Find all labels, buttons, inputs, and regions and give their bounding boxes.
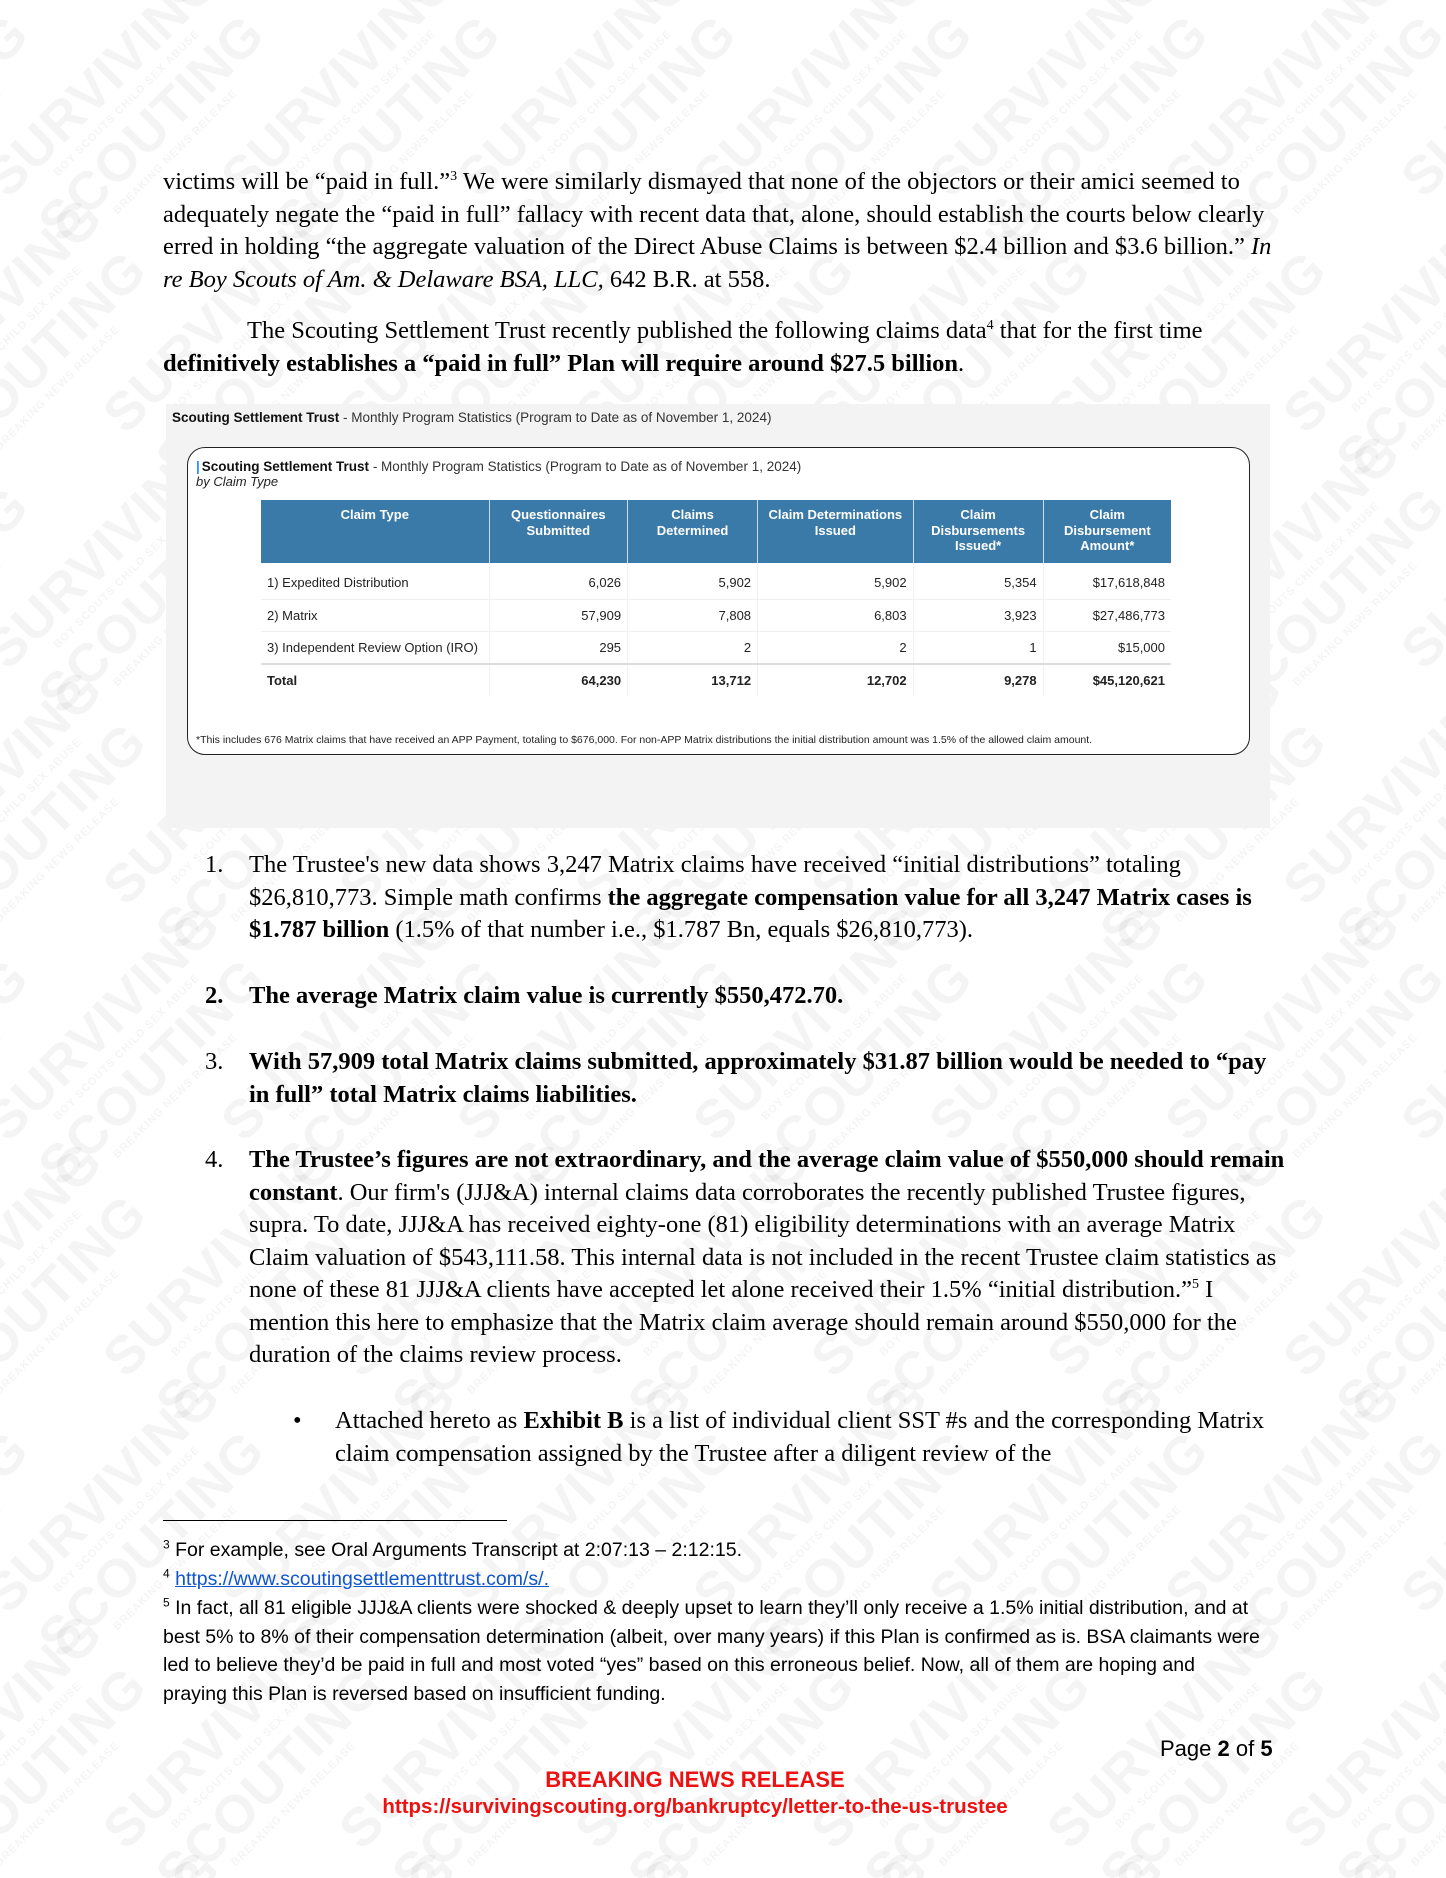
footnote-ref-4[interactable]: 4 — [986, 317, 994, 333]
page-number: Page 2 of 5 — [1160, 1736, 1273, 1761]
column-header: Claim Type — [261, 500, 489, 563]
table-cell: 9,278 — [913, 664, 1043, 696]
screenshot-title: Scouting Settlement Trust - Monthly Program Statistics (Program to Date as of November 1, 2024) — [172, 410, 772, 425]
table-cell: 2) Matrix — [261, 600, 489, 632]
footnote-separator — [163, 1520, 507, 1521]
table-cell: $17,618,848 — [1043, 563, 1171, 600]
column-header: Claim Determinations Issued — [758, 500, 914, 563]
table-cell: 7,808 — [628, 600, 758, 632]
table-cell: 12,702 — [758, 664, 914, 696]
table-row — [261, 632, 1171, 665]
column-header: Questionnaires Submitted — [489, 500, 628, 563]
table-cell: 64,230 — [489, 664, 628, 696]
table-cell: 3,923 — [913, 600, 1043, 632]
table-cell: 2 — [758, 632, 914, 665]
list-item-1: 1. The Trustee's new data shows 3,247 Matrix claims have received “initial distributions” totaling $26,810,773. Simple math confirms the aggregate compensation value for all 3,247 Matrix cases is $1.787 billion (1.5% of that number i.e., $1.787 Bn, equals $26,810,773). — [205, 851, 1252, 943]
table-row — [261, 563, 1171, 600]
accent-bar-icon: | — [196, 459, 200, 474]
trust-website-link[interactable]: https://www.scoutingsettlementtrust.com/s/. — [175, 1568, 549, 1590]
table-cell: 57,909 — [489, 600, 628, 632]
claims-statistics-table — [261, 500, 1171, 696]
table-cell: 6,803 — [758, 600, 914, 632]
footnote-4: $^4$ https://www.scoutingsettlementtrust.com/s/. — [163, 1566, 549, 1590]
column-header: Claim Disbursements Issued* — [913, 500, 1043, 563]
paragraph-1: victims will be “paid in full.”$^3$ We were similarly dismayed that none of the objectors or their amici seemed to adequately negate the “paid in full” fallacy with recent data that, alone, should establish the courts below clearly erred in holding “the aggregate valuation of the Direct Abuse Claims is between $2.4 billion and $3.6 billion.” In re Boy Scouts of Am. & Delaware BSA, LLC, 642 B.R. at 558. — [163, 168, 1272, 293]
paragraph-2: The Scouting Settlement Trust recently published the following claims data$^4$ that for the first time definitively establishes a “paid in full” Plan will require around $27.5 billion. — [163, 317, 1203, 377]
release-url-link[interactable]: https://survivingscouting.org/bankruptcy/letter-to-the-us-trustee — [382, 1795, 1008, 1818]
list-item-4: 4. The Trustee’s figures are not extraordinary, and the average claim value of $550,000 should remain constant. Our firm's (JJJ&A) internal claims data corroborates the recently published Trustee figures, supra. To date, JJJ&A has received eighty-one (81) eligibility determinations with an average Matrix Claim valuation of $543,111.58. This internal data is not included in the recent Trustee claim statistics as none of these 81 JJJ&A clients have accepted let alone received their 1.5% “initial distribution.”$^5$ I mention this here to emphasize that the Matrix claim average should remain around $550,000 for the duration of the claims review process. — [205, 1146, 1285, 1368]
bullet-item-exhibit-b: • Attached hereto as Exhibit B is a list of individual client SST #s and the corresponding Matrix claim compensation assigned by the Trustee after a diligent review of the — [293, 1407, 1265, 1467]
card-title: | Scouting Settlement Trust - Monthly Program Statistics (Program to Date as of November 1, 2024) — [196, 459, 802, 474]
table-cell: $15,000 — [1043, 632, 1171, 665]
list-item-3: 3. With 57,909 total Matrix claims submitted, approximately $31.87 billion would be needed to “pay in full” total Matrix claims liabilities. — [205, 1048, 1267, 1108]
table-cell: 6,026 — [489, 563, 628, 600]
footnote-3: $^3$ For example, see Oral Arguments Transcript at 2:07:13 – 2:12:15. — [163, 1537, 742, 1561]
table-cell: 295 — [489, 632, 628, 665]
table-cell: $45,120,621 — [1043, 664, 1171, 696]
table-cell: 5,354 — [913, 563, 1043, 600]
exhibit-b-reference: Exhibit B — [523, 1407, 624, 1434]
footnote-ref-3[interactable]: 3 — [450, 168, 458, 184]
column-header: Claims Determined — [628, 500, 758, 563]
table-header-row — [261, 500, 1171, 563]
table-cell: 13,712 — [628, 664, 758, 696]
table-cell: 1) Expedited Distribution — [261, 563, 489, 600]
table-cell: Total — [261, 664, 489, 696]
table-cell: $27,486,773 — [1043, 600, 1171, 632]
release-heading: BREAKING NEWS RELEASE — [545, 1767, 845, 1792]
footnote-ref-5[interactable]: 5 — [1191, 1276, 1199, 1292]
table-cell: 3) Independent Review Option (IRO) — [261, 632, 489, 665]
embedded-screenshot — [166, 404, 1270, 828]
case-citation: In re Boy Scouts of Am. & Delaware BSA, LLC, — [163, 233, 1272, 293]
table-cell: 5,902 — [628, 563, 758, 600]
footnote-5: $^5$ In fact, all 81 eligible JJJ&A clients were shocked & deeply upset to learn they’ll only receive a 1.5% initial distribution, and at best 5% to 8% of their compensation determination (albeit, over many years) if this Plan is confirmed as is. BSA claimants were led to believe they’d be paid in full and most voted “yes” based on this erroneous belief. Now, all of them are hoping and praying this Plan is reversed based on insufficient funding. — [163, 1595, 1260, 1705]
table-cell: 2 — [628, 632, 758, 665]
card-subtitle: by Claim Type — [196, 474, 279, 489]
table-cell: 1 — [913, 632, 1043, 665]
table-footnote: *This includes 676 Matrix claims that have received an APP Payment, totaling to $676,000. For non-APP Matrix distributions the initial distribution amount was 1.5% of the allowed claim amount. — [196, 734, 1093, 746]
statistics-card — [187, 447, 1250, 755]
column-header: Claim Disbursement Amount* — [1043, 500, 1171, 563]
bullet-icon: • — [293, 1407, 302, 1434]
table-row — [261, 600, 1171, 632]
table-cell: 5,902 — [758, 563, 914, 600]
table-total-row — [261, 664, 1171, 696]
list-item-2: 2. The average Matrix claim value is currently $550,472.70. — [205, 982, 844, 1009]
